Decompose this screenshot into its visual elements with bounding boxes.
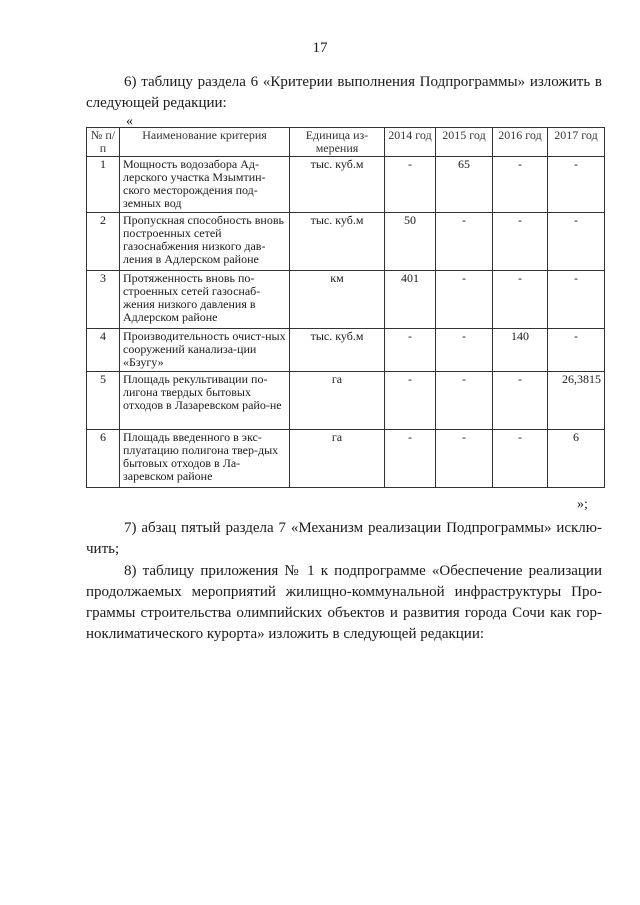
row-2017: - — [548, 213, 605, 271]
row-2014: - — [385, 157, 436, 213]
row-2015: - — [436, 430, 493, 488]
row-2015: - — [436, 271, 493, 329]
row-num: 1 — [87, 157, 120, 213]
header-2016: 2016 год — [493, 128, 548, 157]
table-row — [87, 213, 605, 271]
row-2016: - — [493, 271, 548, 329]
row-name: Пропускная способность вновь построенных сетей газоснабжения низкого дав-ления в Адлерском районе — [120, 213, 290, 271]
row-2015: - — [436, 372, 493, 430]
row-num: 5 — [87, 372, 120, 430]
row-2015: - — [436, 213, 493, 271]
row-unit: км — [290, 271, 385, 329]
item8-paragraph: 8) таблицу приложения № 1 к подпрограмме «Обеспечение реализации продолжаемых мероприятий жилищно-коммунальной инфраструктуры Про-граммы строительства олимпийских объектов и развития города Сочи как гор-ноклиматического курорта» изложить в следующей редакции: — [86, 563, 602, 642]
row-2016: - — [493, 430, 548, 488]
row-unit: тыс. куб.м — [290, 213, 385, 271]
row-num: 6 — [87, 430, 120, 488]
row-2014: 401 — [385, 271, 436, 329]
table-row — [87, 430, 605, 488]
row-num: 2 — [87, 213, 120, 271]
row-unit: тыс. куб.м — [290, 329, 385, 372]
row-2015: 65 — [436, 157, 493, 213]
row-2016: 140 — [493, 329, 548, 372]
criteria-table — [86, 127, 605, 488]
intro-paragraph: 6) таблицу раздела 6 «Критерии выполнения Подпрограммы» изложить в следующей редакции: — [86, 74, 602, 111]
header-2014: 2014 год — [385, 128, 436, 157]
row-name: Площадь рекультивации по-лигона твердых бытовых отходов в Лазаревском райо-не — [120, 372, 290, 430]
row-name: Производительность очист-ных сооружений канализа-ции «Бзугу» — [120, 329, 290, 372]
row-name: Площадь введенного в экс-плуатацию полигона твер-дых бытовых отходов в Ла-заревском районе — [120, 430, 290, 488]
row-2017: - — [548, 329, 605, 372]
page-number: 17 — [312, 40, 328, 56]
quote-close: »; — [577, 497, 588, 512]
row-2014: - — [385, 430, 436, 488]
row-2016: - — [493, 213, 548, 271]
row-unit: га — [290, 430, 385, 488]
row-2017: 26,3815 — [548, 372, 605, 430]
table-row — [87, 271, 605, 329]
table-row — [87, 372, 605, 430]
row-num: 4 — [87, 329, 120, 372]
row-2015: - — [436, 329, 493, 372]
row-2017: - — [548, 157, 605, 213]
row-num: 3 — [87, 271, 120, 329]
row-name: Протяженность вновь по-строенных сетей газоснаб-жения низкого давления в Адлерском районе — [120, 271, 290, 329]
row-name: Мощность водозабора Ад-лерского участка Мзымтин-ского месторождения под-земных вод — [120, 157, 290, 213]
row-2014: - — [385, 329, 436, 372]
row-2014: - — [385, 372, 436, 430]
row-2016: - — [493, 372, 548, 430]
header-2015: 2015 год — [436, 128, 493, 157]
quote-open: « — [126, 114, 133, 129]
header-num: № п/п — [87, 128, 120, 157]
row-2016: - — [493, 157, 548, 213]
table-header-row — [87, 128, 605, 157]
header-2017: 2017 год — [548, 128, 605, 157]
header-name: Наименование критерия — [120, 128, 290, 157]
table-row — [87, 157, 605, 213]
row-unit: га — [290, 372, 385, 430]
table-row — [87, 329, 605, 372]
row-2014: 50 — [385, 213, 436, 271]
header-unit: Единица из-мерения — [290, 128, 385, 157]
row-unit: тыс. куб.м — [290, 157, 385, 213]
row-2017: 6 — [548, 430, 605, 488]
item7-paragraph: 7) абзац пятый раздела 7 «Механизм реализации Подпрограммы» исклю-чить; — [86, 520, 602, 557]
row-2017: - — [548, 271, 605, 329]
